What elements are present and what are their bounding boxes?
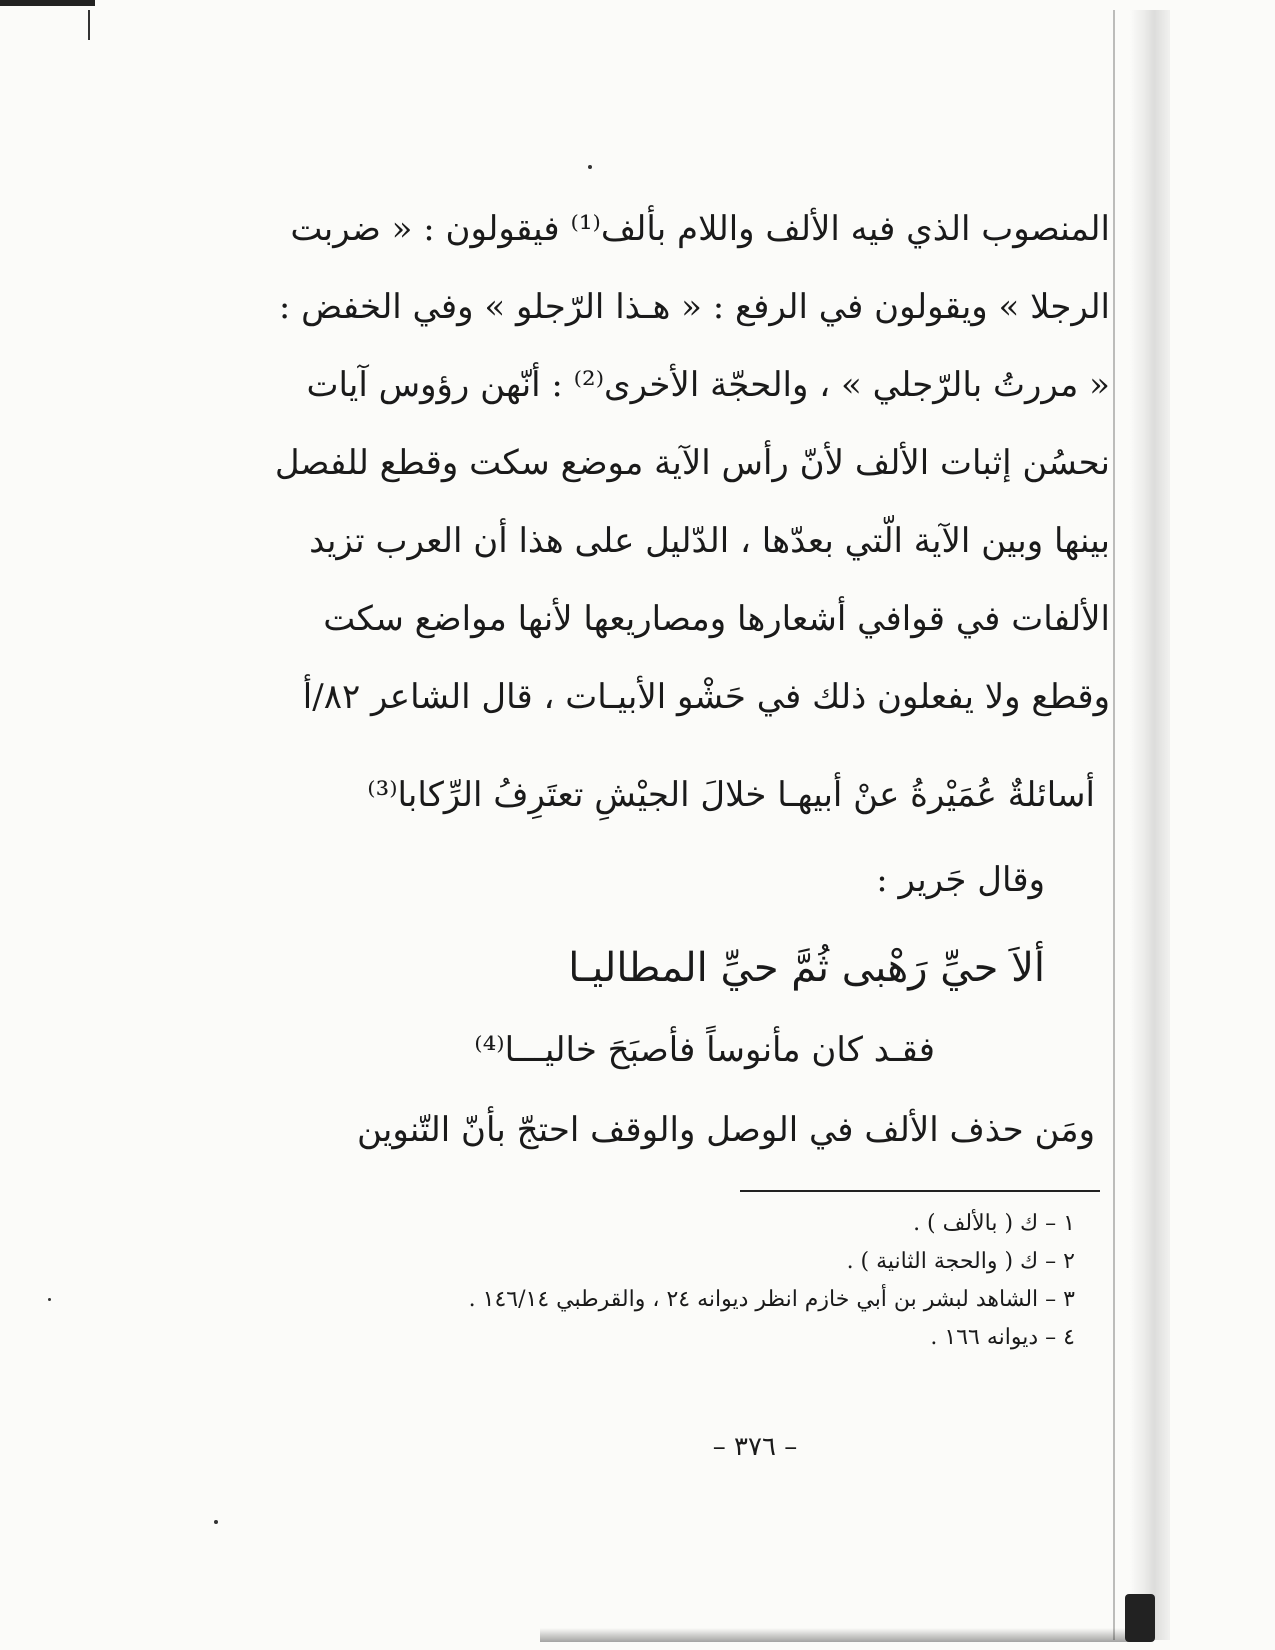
- speck: [588, 165, 592, 169]
- verse-2-second-hemistich: فقـد كان مأنوساً فأصبَحَ خاليـــا⁽⁴⁾: [474, 1030, 935, 1070]
- footnotes: [469, 1205, 1075, 1357]
- speck: [214, 1520, 218, 1524]
- verse-2-first-hemistich: ألاَ حيِّ رَهْبى ثُمَّ حيِّ المطاليـا: [568, 945, 1045, 991]
- page-number: – ٣٧٦ –: [712, 1432, 798, 1462]
- text-line-1: المنصوب الذي فيه الألف واللام بألف⁽¹⁾ فيقولون : « ضربت: [290, 209, 1110, 249]
- scan-artifact-top: [0, 0, 95, 6]
- footnote-4: ٤ – ديوانه ١٦٦ .: [930, 1325, 1075, 1350]
- binding-line: [1113, 10, 1115, 1640]
- speck: [48, 1298, 51, 1301]
- footnote-divider: [740, 1190, 1100, 1192]
- verse-1: أسائلةٌ عُمَيْرةُ عنْ أبيهـا خلالَ الجيْشِ تعتَرِفُ الرِّكابا⁽³⁾: [367, 775, 1095, 815]
- text-line-4: نحسُن إثبات الألف لأنّ رأس الآية موضع سكت وقطع للفصل: [274, 443, 1110, 483]
- text-line-6: الألفات في قوافي أشعارها ومصاريعها لأنها مواضع سكت: [323, 599, 1110, 639]
- footnote-3: ٣ – الشاهد لبشر بن أبي خازم انظر ديوانه ٢٤ ، والقرطبي ١٤٦/١٤ .: [468, 1287, 1075, 1312]
- text-line-3: « مررتُ بالرّجلي » ، والحجّة الأخرى⁽²⁾ : أنّهن رؤوس آيات: [306, 365, 1110, 405]
- binding-shadow: [1130, 10, 1170, 1640]
- text-line-5: بينها وبين الآية الّتي بعدّها ، الدّليل على هذا أن العرب تزيد: [309, 521, 1110, 561]
- text-line-7: وقطع ولا يفعلون ذلك في حَشْو الأبيـات ، قال الشاعر ٨٢/أ: [302, 677, 1110, 717]
- footnote-1: ١ – ك ( بالألف ) .: [913, 1211, 1075, 1236]
- footnote-2: ٢ – ك ( والحجة الثانية ) .: [846, 1249, 1075, 1274]
- text-line-last: ومَن حذف الألف في الوصل والوقف احتجّ بأنّ التّنوين: [357, 1110, 1095, 1150]
- text-line-2: الرجلا » ويقولون في الرفع : « هـذا الرّجلو » وفي الخفض :: [278, 287, 1110, 327]
- main-text: [274, 190, 1110, 736]
- bottom-blot: [1125, 1594, 1155, 1642]
- scan-artifact-tick: [88, 10, 90, 40]
- verse-intro-jarir: وقال جَرير :: [876, 860, 1045, 900]
- bottom-shadow: [540, 1628, 1145, 1642]
